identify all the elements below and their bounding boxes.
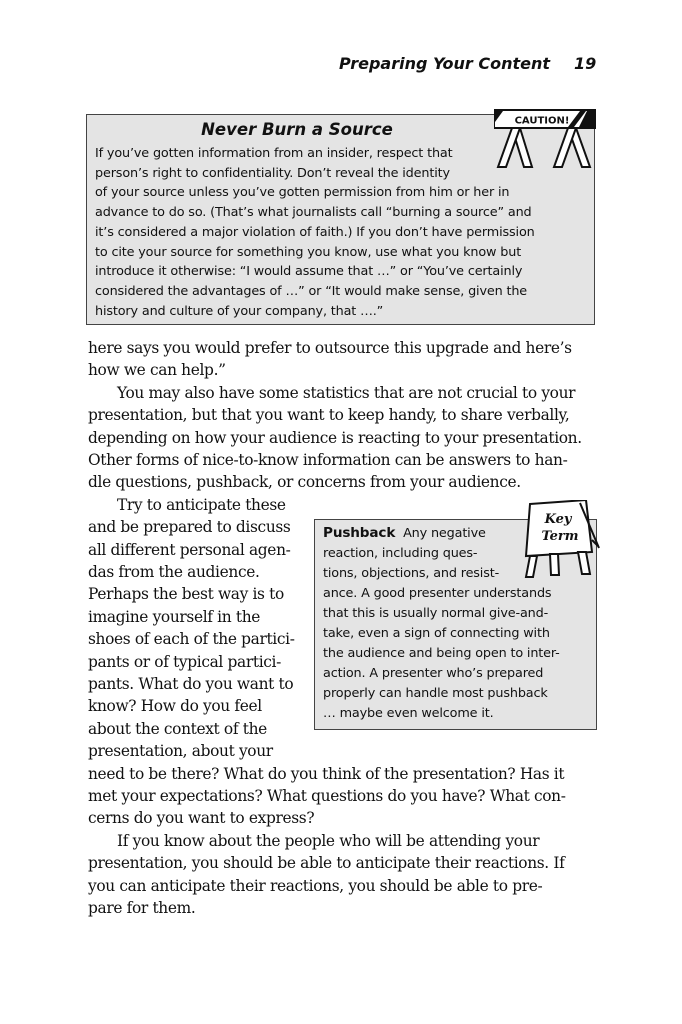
- body-text-line: you can anticipate their reactions, you should be able to pre-: [88, 876, 543, 895]
- caution-text-line: introduce it otherwise: “I would assume that …” or “You’ve certainly: [95, 264, 523, 280]
- body-text-line: If you know about the people who will be attending your: [117, 831, 540, 850]
- body-text-line: Try to anticipate these: [117, 495, 286, 514]
- caution-text-line: person’s right to confidentiality. Don’t reveal the identity: [95, 165, 450, 181]
- key-term-text-line: the audience and being open to inter-: [323, 646, 560, 661]
- body-text-line: Other forms of nice-to-know information can be answers to han-: [88, 451, 568, 469]
- caution-title: Never Burn a Source: [201, 120, 393, 139]
- body-text-line: pants. What do you want to: [88, 675, 294, 693]
- key-term-text-line: action. A presenter who’s prepared: [323, 666, 544, 681]
- chapter-title: Preparing Your Content: [339, 54, 551, 73]
- key-term-text-line: that this is usually normal give-and-: [323, 606, 549, 621]
- body-text-line: know? How do you feel: [88, 697, 262, 716]
- body-text-line: presentation, but that you want to keep handy, to share verbally,: [88, 406, 570, 425]
- body-text-line: depending on how your audience is reacting to your presentation.: [88, 428, 582, 447]
- key-term-icon-label-2: Term: [541, 529, 579, 544]
- caution-text-line: to cite your source for something you know, use what you know but: [95, 244, 522, 260]
- key-term-definition-start: Any negative: [403, 526, 486, 541]
- body-text-line: pants or of typical partici-: [88, 652, 281, 671]
- key-term-first-line: [323, 524, 486, 544]
- body-text-line: pare for them.: [88, 899, 196, 917]
- caution-barricade-icon: [494, 108, 596, 168]
- body-text-line: met your expectations? What questions do you have? What con-: [88, 787, 566, 805]
- caution-text-line: of your source unless you’ve gotten permission from him or her in: [95, 185, 510, 201]
- body-text-line: how we can help.”: [88, 361, 226, 380]
- body-text-line: imagine yourself in the: [88, 607, 261, 626]
- key-term-word: Pushback: [323, 525, 396, 541]
- body-text-line: cerns do you want to express?: [88, 809, 315, 828]
- key-term-text-line: properly can handle most pushback: [323, 686, 548, 701]
- key-term-icon-label-1: Key: [544, 512, 572, 527]
- body-text-line: dle questions, pushback, or concerns from your audience.: [88, 473, 521, 492]
- body-text-line: here says you would prefer to outsource this upgrade and here’s: [88, 339, 572, 357]
- caution-text-line: If you’ve gotten information from an insider, respect that: [95, 146, 453, 161]
- caution-text-line: it’s considered a major violation of faith.) If you don’t have permission: [95, 224, 535, 240]
- key-term-text-line: take, even a sign of connecting with: [323, 626, 550, 641]
- body-text-line: presentation, you should be able to anticipate their reactions. If: [88, 854, 565, 873]
- caution-icon-label: CAUTION!: [514, 115, 570, 127]
- body-text-line: Perhaps the best way is to: [88, 585, 284, 604]
- key-term-text-line: ance. A good presenter understands: [323, 586, 552, 601]
- body-text-line: das from the audience.: [88, 563, 260, 581]
- body-text-line: You may also have some statistics that are not crucial to your: [117, 383, 576, 402]
- running-header: [0, 53, 682, 77]
- body-text-line: need to be there? What do you think of the presentation? Has it: [88, 764, 565, 783]
- key-term-text-line: … maybe even welcome it.: [323, 706, 494, 721]
- body-text-line: shoes of each of the partici-: [88, 630, 295, 649]
- body-text-line: and be prepared to discuss: [88, 518, 291, 537]
- body-text-line: presentation, about your: [88, 742, 273, 761]
- caution-text-line: history and culture of your company, that ….”: [95, 303, 384, 319]
- key-term-easel-icon: [520, 500, 600, 578]
- body-text-line: about the context of the: [88, 719, 267, 738]
- page-number: 19: [574, 54, 597, 73]
- body-text-line: all different personal agen-: [88, 540, 291, 559]
- key-term-text-line: reaction, including ques-: [323, 546, 478, 561]
- key-term-text-line: tions, objections, and resist-: [323, 566, 500, 581]
- caution-text-line: considered the advantages of …” or “It would make sense, given the: [95, 283, 528, 299]
- caution-text-line: advance to do so. (That’s what journalists call “burning a source” and: [95, 205, 532, 221]
